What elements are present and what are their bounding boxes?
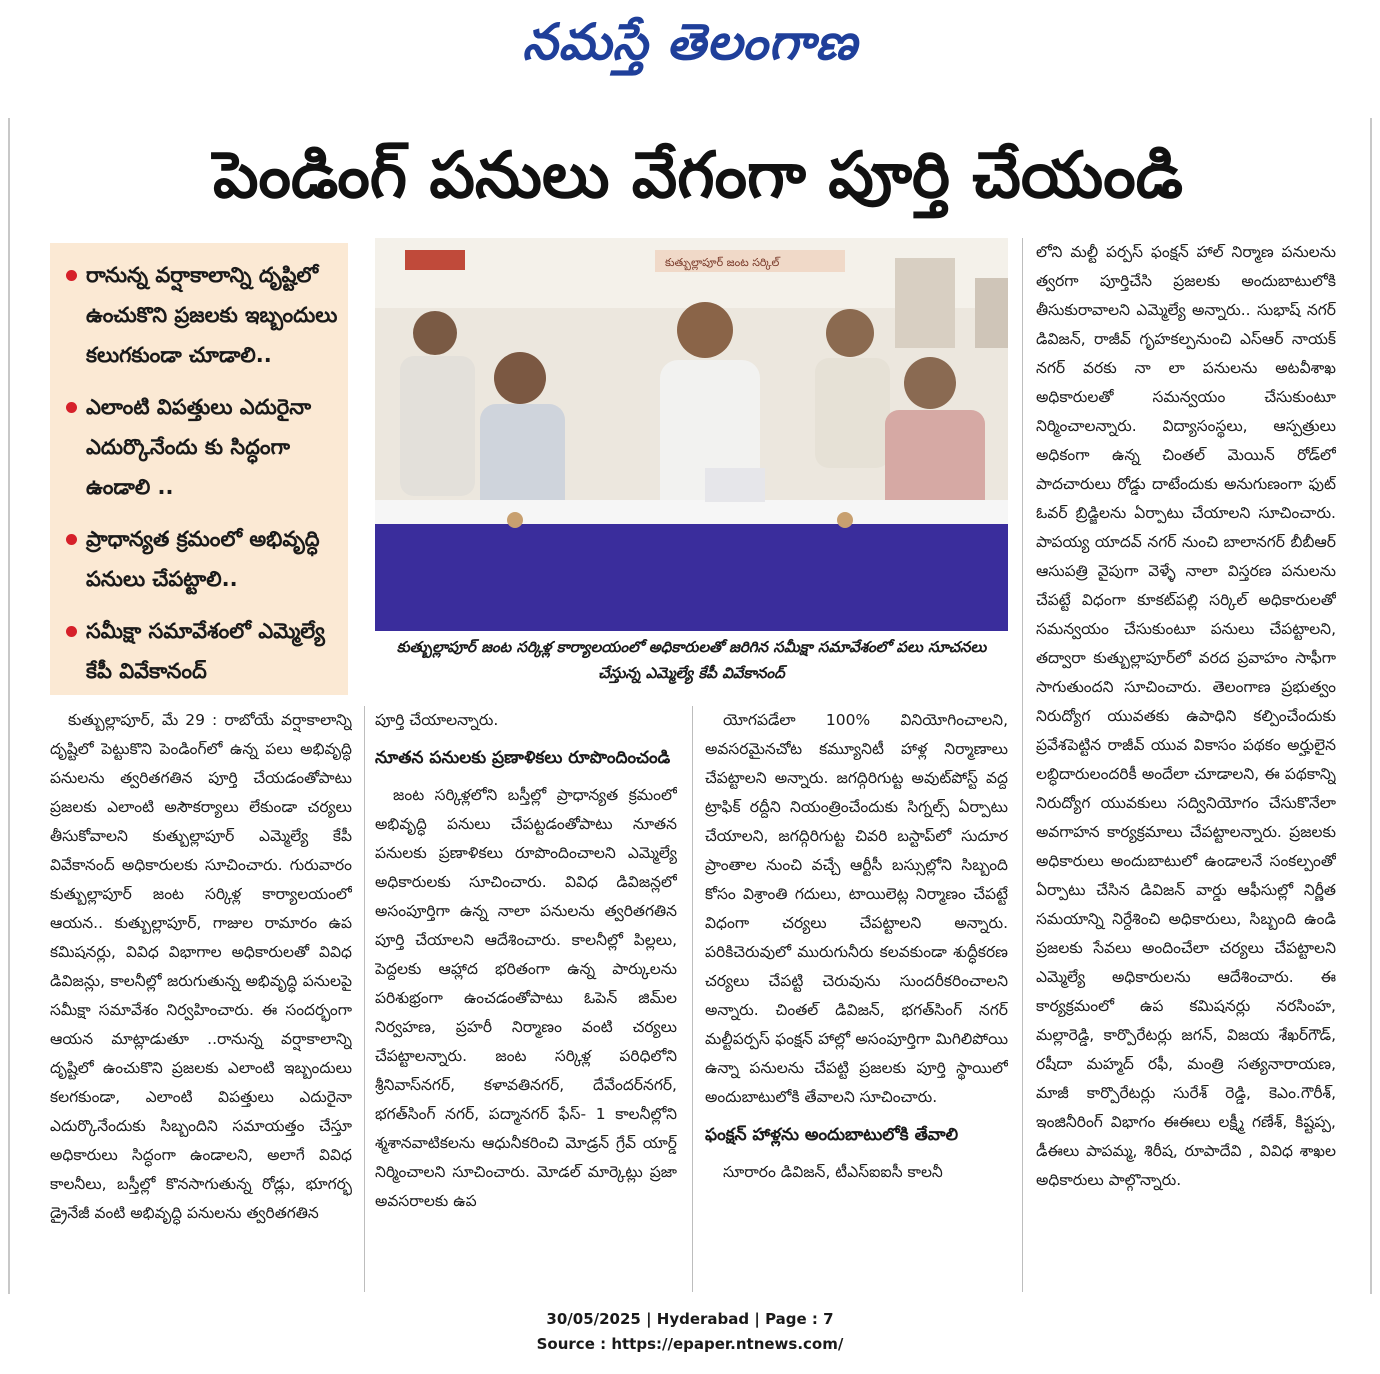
highlight-text: సమీక్షా సమావేశంలో ఎమ్మెల్యే కేపీ వివేకానంద్ [86,619,325,683]
article-paragraph: లోని మల్టీ పర్పస్ ఫంక్షన్ హాల్ నిర్మాణ పనులను త్వరగా పూర్తిచేసి ప్రజలకు అందుబాటులోకి తీసుకురావాలని ఎమ్మెల్యే అన్నారు.. సుభాష్ నగర్ డివిజన్, రాజీవ్ గృహకల్పనుంచి ఎస్‌ఆర్ నాయక్ నగర్ వరకు నా లా పనులను అటవీశాఖ అధికారులతో సమన్వయం చేసుకుంటూ నిర్మించాలన్నారు. విద్యాసంస్థలు, ఆస్పత్రులు అధికంగా ఉన్న చింతల్ మెయిన్ రోడ్‌లో పాదచారులు రోడ్డు దాటేందుకు అనుగుణంగా ఫుట్ ఓవర్ బ్రిడ్జిలను ఏర్పాటు చేయాలని సూచించారు. పాపయ్య యాదవ్ నగర్ నుంచి బాలానగర్ బీబీఆర్ ఆసుపత్రి వైపుగా వెళ్ళే నాలా విస్తరణ పనులను చేపట్టే విధంగా కూకట్‌పల్లి సర్కిల్ అధికారులతో సమన్వయం చేసుకుంటూ పనులు చేపట్టాలని, తద్వారా కుత్బుల్లాపూర్‌లో వరద ప్రవాహం సాఫీగా సాగుతుందని సూచించారు. తెలంగాణ ప్రభుత్వం నిరుద్యోగ యువతకు ఉపాధిని కల్పించేందుకు ప్రవేశపెట్టిన రాజీవ్ యువ వికాసం పథకం అర్హులైన లబ్ధిదారులందరికీ అందేలా చూడాలని, ఈ పథకాన్ని నిరుద్యోగ యువకులు సద్వినియోగం చేసుకొనేలా అవగాహన కార్యక్రమాలు చేపట్టాలన్నారు. ప్రజలకు అధికారులు అందుబాటులో ఉండాలనే సంకల్పంతో ఏర్పాటు చేసిన డివిజన్ వార్డు ఆఫీసుల్లో నిర్ణీత సమయాన్ని నిర్దేశించి అధికారులు, సిబ్బంది ఉండి ప్రజలకు సేవలు అందించేలా చర్యలు చేపట్టాలని ఎమ్మెల్యే అధికారులను ఆదేశించారు. ఈ కార్యక్రమంలో ఉప కమిషనర్లు నరసింహ, మల్లారెడ్డి, కార్పొరేటర్లు జగన్, విజయ శేఖర్‌గౌడ్, రషీదా మహ్మద్ రఫీ, మంత్రి సత్యనారాయణ, మాజీ కార్పొరేటర్లు సురేశ్ రెడ్డి, కెఎం.గౌరీశ్, ఇంజినీరింగ్ విభాగం ఈఈలు లక్ష్మీ గణేశ్, కిష్టప్ప, డీఈలు పాపమ్మ, శిరీష, రూపాదేవి , వివిధ శాఖల అధికారులు పాల్గొన్నారు. [1036,243,1336,1189]
article-column-1 [50,706,352,1292]
photo-caption: కుత్బుల్లాపూర్ జంట సర్కిళ్ల కార్యాలయంలో అధికారులతో జరిగిన సమీక్షా సమావేశంలో పలు సూచనలు చేస్తున్న ఎమ్మెల్యే కేపీ వివేకానంద్ [396,638,987,682]
left-border [8,118,10,1294]
bullet-icon [66,270,77,281]
meeting-photo-illustration [375,238,1008,631]
news-photo [375,238,1008,631]
bullet-icon [66,626,77,637]
article-headline: పెండింగ్ పనులు వేగంగా పూర్తి చేయండి [212,139,1184,213]
highlight-text: ఎలాంటి విపత్తులు ఎదురైనా ఎదుర్కొనేందు కు సిద్ధంగా ఉండాలి .. [86,395,312,499]
masthead [0,0,1380,80]
highlight-item [64,387,338,507]
highlight-item [64,255,338,375]
footer-source-link[interactable]: Source : https://epaper.ntnews.com/ [536,1335,844,1353]
column-divider [1022,238,1023,1292]
article-subheading: నూతన పనులకు ప్రణాళికలు రూపొందించండి [375,748,671,768]
photo-banner-text: కుత్బుల్లాపూర్ జంట సర్కిల్ [665,256,780,269]
article-paragraph: సూరారం డివిజన్, టీఎస్‌ఐఐసీ కాలనీ [723,1163,943,1181]
column-divider [364,706,365,1292]
highlight-text: రానున్న వర్షాకాలాన్ని దృష్టిలో ఉంచుకొని ప్రజలకు ఇబ్బందులు కలుగకుండా చూడాలి.. [86,263,338,367]
column-divider [692,706,693,1292]
right-border [1370,118,1372,1294]
article-subheading: ఫంక్షన్ హాళ్లను అందుబాటులోకి తేవాలి [705,1125,959,1145]
article-column-4 [1036,238,1336,1270]
highlight-item [64,519,338,599]
highlight-item [64,611,338,691]
bullet-icon [66,534,77,545]
highlight-text: ప్రాధాన్యత క్రమంలో అభివృద్ధి పనులు చేపట్టాలి.. [86,527,320,591]
article-paragraph: యోగపడేలా 100% వినియోగించాలని, అవసరమైనచోట కమ్యూనిటీ హాళ్ల నిర్మాణాలు చేపట్టాలని అన్నారు. జగద్గిరిగుట్ట అవుట్‌పోస్ట్ వద్ద ట్రాఫిక్ రద్దీని నియంత్రించేందుకు సిగ్నల్స్ ఏర్పాటు చేయాలని, జగద్గిరిగుట్ట చివరి బస్టాప్‌లో సుదూర ప్రాంతాల నుంచి వచ్చే ఆర్టీసీ బస్సుల్లోని సిబ్బంది కోసం విశ్రాంతి గదులు, టాయిలెట్ల నిర్మాణం చేపట్టే విధంగా చర్యలు చేపట్టాలని అన్నారు. పరికిచెరువులో మురుగునీరు కలవకుండా శుద్ధీకరణ చర్యలు చేపట్టి చెరువును సుందరీకరించాలని అన్నారు. చింతల్ డివిజన్, భగత్‌సింగ్ నగర్ మల్టీపర్పస్ ఫంక్షన్ హాల్లో అసంపూర్తిగా మిగిలిపోయి ఉన్నా పనులను చేపట్టి ప్రజలకు పూర్తి స్థాయిలో అందుబాటులోకి తేవాలని సూచించారు. [705,711,1008,1106]
article-column-2 [375,706,677,1292]
masthead-title: నమస్తే తెలంగాణ [522,13,858,71]
bullet-icon [66,402,77,413]
article-paragraph: పూర్తి చేయాలన్నారు. [375,711,499,729]
article-column-3 [705,706,1008,1258]
footer-dateline: 30/05/2025 | Hyderabad | Page : 7 [546,1310,834,1328]
article-paragraph: జంట సర్కిళ్లలోని బస్తీల్లో ప్రాధాన్యత క్రమంలో అభివృద్ధి పనులు చేపట్టడంతోపాటు నూతన పనులకు ప్రణాళికలు రూపొందించాలని ఎమ్మెల్యే అధికారులకు సూచించారు. వివిధ డివిజన్లలో అసంపూర్తిగా ఉన్న నాలా పనులను త్వరితగతిన పూర్తి చేయాలని ఆదేశించారు. కాలనీల్లో పిల్లలు, పెద్దలకు ఆహ్లాద భరితంగా ఉన్న పార్కులను పరిశుభ్రంగా ఉంచడంతోపాటు ఓపెన్ జిమ్‌ల నిర్వహణ, ప్రహరీ నిర్మాణం వంటి చర్యలు చేపట్టాలన్నారు. జంట సర్కిళ్ల పరిధిలోని శ్రీనివాస్‌నగర్, కళావతినగర్, దేవేందర్‌నగర్, భగత్‌సింగ్ నగర్, పద్మానగర్ ఫేస్- 1 కాలనీల్లోని శ్మశానవాటికలను ఆధునీకరించి మోడ్రన్ గ్రేవ్ యార్డ్ నిర్మించాలని సూచించారు. మోడల్ మార్కెట్లు ప్రజా అవసరాలకు ఉప [375,786,677,1210]
article-paragraph: కుత్బుల్లాపూర్, మే 29 : రాబోయే వర్షాకాలాన్ని దృష్టిలో పెట్టుకొని పెండింగ్‌లో ఉన్న పలు అభివృద్ధి పనులను త్వరితగతిన పూర్తి చేయడంతోపాటు ప్రజలకు ఎలాంటి అసౌకర్యాలు లేకుండా చర్యలు తీసుకోవాలని కుత్బుల్లాపూర్ ఎమ్మెల్యే కేపీ వివేకానంద్ అధికారులకు సూచించారు. గురువారం కుత్బుల్లాపూర్ జంట సర్కిళ్ల కార్యాలయంలో ఆయన.. కుత్బుల్లాపూర్, గాజుల రామారం ఉప కమిషనర్లు, వివిధ విభాగాల అధికారులతో వివిధ డివిజన్లు, కాలనీల్లో జరుగుతున్న అభివృద్ధి పనులపై సమీక్షా సమావేశం నిర్వహించారు. ఈ సందర్భంగా ఆయన మాట్లాడుతూ ..రానున్న వర్షాకాలాన్ని దృష్టిలో ఉంచుకొని ప్రజలకు ఎలాంటి ఇబ్బందులు కలగకుండా, ఎలాంటి విపత్తులు ఎదురైనా ఎదుర్కొనేందుకు సిబ్బందిని సమాయత్తం చేస్తూ అధికారులు సిద్ధంగా ఉండాలని, అలాగే వివిధ కాలనీలు, బస్తీల్లో కొనసాగుతున్న రోడ్లు, భూగర్భ డ్రైనేజీ వంటి అభివృద్ధి పనులను త్వరితగతిన [50,711,352,1222]
highlights-box [50,243,348,695]
